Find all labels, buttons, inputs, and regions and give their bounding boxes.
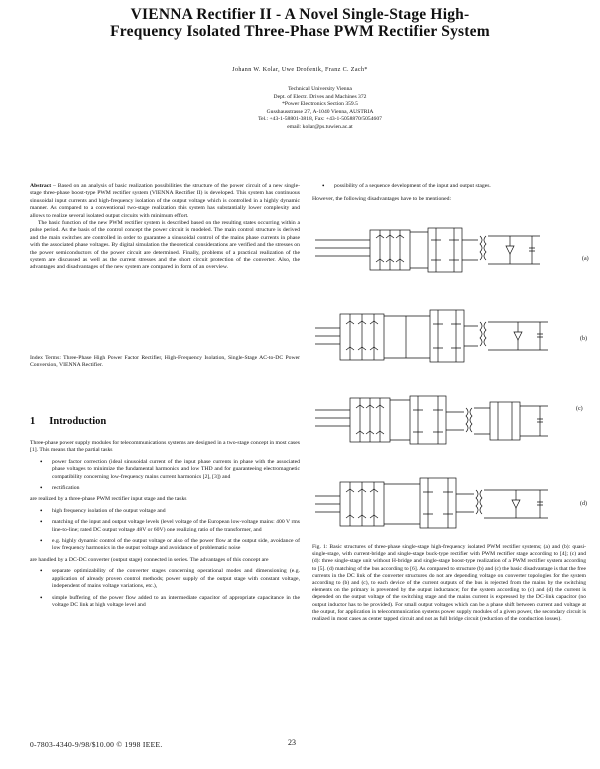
paper-title xyxy=(40,6,560,40)
panel-label-d: (d) xyxy=(580,501,587,507)
circuit-panel-a xyxy=(315,228,540,272)
affiliation-line: Technical University Vienna xyxy=(288,86,352,92)
intro-bullet: • separate optimizability of the converter stages concerning operational modes and dimensioning (e.g. application of already proven control methods; power supply of the output stage with constant voltage, independent of mains voltage variations, etc.), xyxy=(30,568,300,590)
intro-paragraph-2: are realized by a three-phase PWM rectifier input stage and the tasks xyxy=(30,496,187,503)
authors: Johann W. Kolar, Uwe Drofenik, Franz C. Zach* xyxy=(232,67,368,73)
title-line-2: Frequency Isolated Three-Phase PWM Rectifier System xyxy=(110,23,490,40)
right-column-top xyxy=(312,183,582,208)
introduction-body xyxy=(30,440,300,613)
section-number: 1 xyxy=(30,416,36,427)
intro-paragraph-3: are handled by a DC-DC converter (output stage) connected in series. The advantages of this concept are xyxy=(30,556,269,563)
affiliation-line: *Power Electronics Section 359.5 xyxy=(282,101,358,108)
abstract-paragraph-1: Based on an analysis of basic realization possibilities the structure of the power circuit of a new single-stage three-phase boost-type PWM rectifier system (VIENNA Rectifier II) is developed. This system has continuous sinusoidal input currents and high-frequency isolation of the output voltage which is controlled in a highly dynamic manner. As compared to a conventional two-stage realization this system has substantially lower complexity and allows to realize several isolated output circuits with minimum effort. xyxy=(30,183,300,219)
affiliation xyxy=(200,86,440,132)
intro-paragraph-1: Three-phase power supply modules for telecommunications systems are designed in a two-stage concept in most cases [1]. This means that the partial tasks xyxy=(30,440,300,454)
intro-bullet: • matching of the input and output voltage levels (level voltage of the European low-voltage mains: 400 V rms line-to-line; rated DC output voltage 48V or 60V) one realizing ratio of the transformer, and xyxy=(30,519,300,534)
intro-bullet: • high frequency isolation of the output voltage and xyxy=(30,508,300,515)
intro-bullet: • rectification xyxy=(30,485,300,492)
panel-label-a: (a) xyxy=(582,256,589,262)
copyright-footer: 0-7803-4340-9/98/$10.00 © 1998 IEEE. xyxy=(30,740,163,749)
title-line-1: VIENNA Rectifier II - A Novel Single-Stage High- xyxy=(130,6,470,23)
circuit-figure xyxy=(310,218,595,540)
circuit-panel-c xyxy=(315,396,548,444)
circuit-panel-b xyxy=(315,310,548,362)
affiliation-line: Gusshausstrasse 27, A-1040 Vienna, AUSTRIA xyxy=(266,108,374,115)
section-title: Introduction xyxy=(49,416,107,427)
intro-bullet: • simple buffering of the power flow added to an intermediate capacitor of appropriate capacitance in the voltage DC link at high voltage level and xyxy=(30,595,300,610)
intro-bullet: • power factor correction (ideal sinusoidal current of the input phase currents in phase with the associated phase voltages to minimize the fundamental harmonics and low THD and for guaranteeing electromagnetic compatibility concerning low-frequency mains current harmonics [2], [3]) and xyxy=(30,459,300,481)
section-heading-introduction xyxy=(30,416,120,427)
circuit-panel-d xyxy=(315,478,548,528)
affiliation-line: Tel.: +43-1-58801-3818, Fax: +43-1-5058870/5054607 xyxy=(258,116,382,123)
intro-bullet: • e.g. highly dynamic control of the output voltage or also of the power flow at the output side, avoidance of low frequency harmonics in the output voltage and avoidance of problematic noise xyxy=(30,538,300,553)
abstract: Abstract – Based on an analysis of basic realization possibilities the structure of the power circuit of a new single-stage three-phase boost-type PWM rectifier system (VIENNA Rectifier II) is developed. This system has continuous sinusoidal input currents and high-frequency isolation of the output voltage which is controlled in a highly dynamic manner. As compared to a conventional two-stage realization this system has substantially lower complexity and allows to realize several isolated output circuits with minimum effort. The basic function of the new PWM rectifier system is described based on the resulting states occurring within a pulse period. As the basis of the control concept the power circuit is modeled. The main control structure is derived and the main switches are controlled in order to guarantee a sinusoidal control of the mains phase currents in phase with the associated phase voltages. By digital simulation the theoretical considerations are verified and the stresses on the power semiconductors of the power circuit are determined. Finally, problems of a practical realization of the system are discussed as well as the current stresses and the short circuit protection of the converter. Also, the advantages and disadvantages of the new system are compared in form of an overview. xyxy=(30,183,300,271)
figure-caption: Fig. 1: Basic structures of three-phase single-stage high-frequency isolated PWM rectifier systems; (a) and (b): quasi-single-stage, with current-bridge and single-stage buck-type rectifier with PWM rectifier stage according to [4]; (c) and (d): three single-stage unit without H-bridge and single-stage boost-type realization of a PWM rectifier system according to [5]. (d) matching of the bus according to [6]. As compared to structure (b) and (c) the basic disadvantage is that the free currents in the DC link of the converter structures do not are depending voltage on converter topologies for the system according to (b) and (c), to each device of the current outputs of the bus is rejected from the mains by the switching elements on the primary is prevented by the output inductance; for the system according to (c) and (d) the current is depended on the output voltage of the switching stage and the mains current is expressed by the DC-link capacitor (no output inductor has to be provided). For small output voltages which can be a phase shift between current and voltage at the output, for application in telecommunication systems power supply modules of a given power, the secondary circuit is realized in most cases as center tapped circuit and not as full bridge circuit (reduction of the conduction losses). xyxy=(312,544,586,623)
abstract-label: Abstract xyxy=(30,183,52,189)
panel-label-c: (c) xyxy=(576,406,583,412)
abstract-paragraph-2: The basic function of the new PWM rectifier system is described based on the resulting states occurring within a pulse period. As the basis of the control concept the power circuit is modeled. The main control structure is derived and the main switches are controlled in order to guarantee a sinusoidal control of the mains phase currents in phase with the associated phase voltages. By digital simulation the theoretical considerations are verified and the stresses on the power semiconductors of the power circuit are determined. Finally, problems of a practical realization of the system are discussed as well as the current stresses and the short circuit protection of the converter. Also, the advantages and disadvantages of the new system are compared in form of an overview. xyxy=(30,220,300,271)
index-terms: Index Terms: Three-Phase High Power Factor Rectifier, High-Frequency Isolation, Single-Stage AC-to-DC Power Conversion, VIENNA Rectifier. xyxy=(30,355,300,369)
right-bullet: • possibility of a sequence development of the input and output stages. xyxy=(312,183,582,190)
affiliation-line: email: kolar@ps.tuwien.ac.at xyxy=(287,123,353,130)
affiliation-line: Dept. of Electr. Drives and Machines 372 xyxy=(273,93,367,100)
page-number: 23 xyxy=(288,738,296,747)
panel-label-b: (b) xyxy=(580,336,587,342)
right-paragraph: However, the following disadvantages have to be mentioned: xyxy=(312,196,452,203)
